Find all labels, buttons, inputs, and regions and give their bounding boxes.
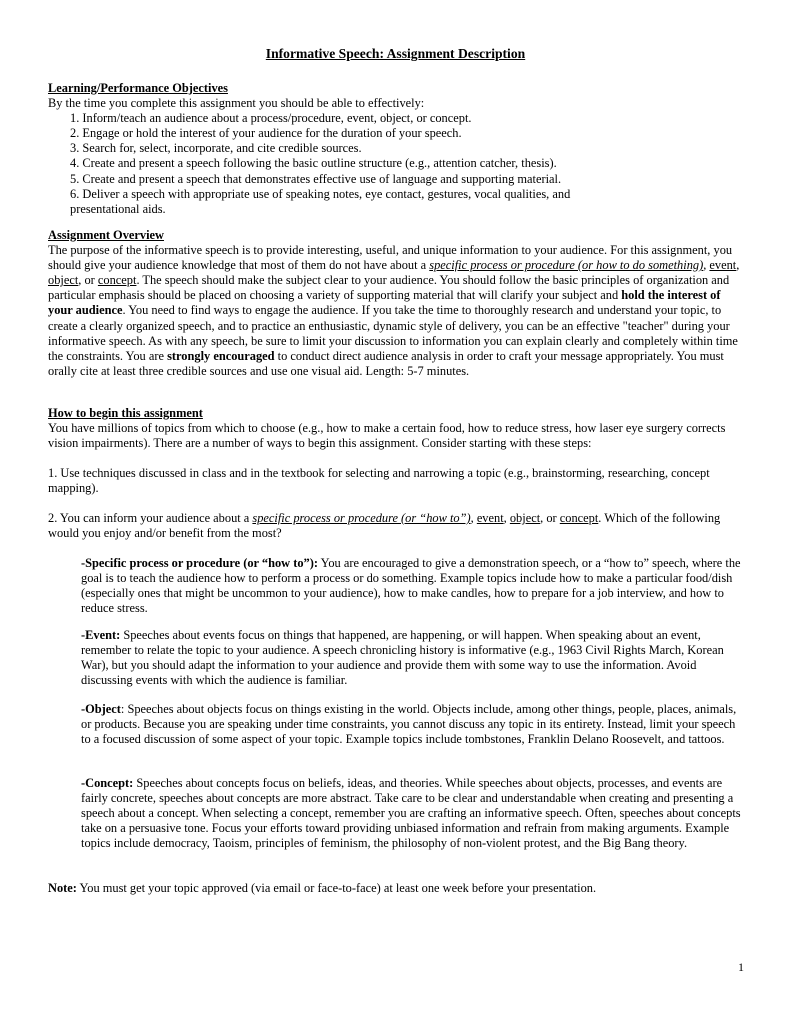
object-description: : Speeches about objects focus on things existing in the world. Objects include, among other things, people, places, animals, or products. Because you are speaking under time constraints, you cannot discuss any topic in its entirety. Instead, limit your speech to a focused discussion of some aspect of your topic. Example topics include tombstones, Franklin Delano Roosevelt, and tattoos. — [81, 702, 737, 747]
page-number: 1 — [738, 960, 744, 974]
objectives-list — [48, 111, 748, 217]
document-title: Informative Speech: Assignment Description — [265, 46, 526, 61]
objectives-intro: By the time you complete this assignment you should be able to effectively: — [48, 96, 425, 111]
begin-section — [48, 406, 748, 451]
objective-item: 6. Deliver a speech with appropriate use of speaking notes, eye contact, gestures, vocal qualities, and — [70, 186, 571, 201]
note-label: Note: — [48, 881, 77, 895]
object-label: -Object — [81, 702, 121, 716]
objective-item: 2. Engage or hold the interest of your audience for the duration of your speech. — [70, 126, 462, 141]
text-run: , or — [78, 273, 98, 288]
object-term: object — [509, 511, 541, 525]
concept-label: -Concept: — [81, 776, 134, 790]
process-type — [81, 556, 741, 616]
text-run: , — [703, 258, 710, 273]
step-2-text — [48, 511, 748, 541]
event-description: Speeches about events focus on things that happened, are happening, or will happen. When speaking about an event, remember to relate the topic to your audience. A speech chronicling history is informative (e.g., 1963 Civil Rights March, Korean War), but you should adapt the information to your audience and provide them with some way to use the information. Avoid discussing events with which the audience is familiar. — [81, 628, 724, 688]
note-text: You must get your topic approved (via email or face-to-face) at least one week before your presentation. — [76, 881, 597, 895]
begin-step-2 — [48, 511, 748, 541]
bold-text: hold the interest of your audience — [48, 288, 721, 318]
event-term: event — [476, 511, 504, 525]
step-1-text: 1. Use techniques discussed in class and in the textbook for selecting and narrowing a topic (e.g., brainstorming, researching, concept mapping). — [48, 466, 710, 496]
event-label: -Event: — [81, 628, 121, 642]
process-label: -Specific process or procedure (or “how to”): — [81, 556, 318, 570]
text-run: , or — [540, 511, 560, 525]
objective-item: 5. Create and present a speech that demonstrates effective use of language and supporting material. — [70, 171, 562, 186]
text-run: . The speech should make the subject clear to your audience. You should follow the basic principles of organization and particular emphasis should be placed on choosing a variety of supporting material that will clarify your subject and — [48, 273, 730, 303]
objective-item: 1. Inform/teach an audience about a process/procedure, event, object, or concept. — [70, 111, 472, 126]
overview-section — [48, 228, 748, 379]
object-type — [81, 702, 741, 747]
bold-text: strongly encouraged — [167, 348, 275, 363]
objective-item: 4. Create and present a speech following the basic outline structure (e.g., attention catcher, thesis). — [70, 156, 557, 171]
process-link-text: specific process or procedure (or “how to”) — [252, 511, 471, 525]
concept-description: Speeches about concepts focus on beliefs, ideas, and theories. While speeches about objects, processes, and events are fairly concrete, speeches about concepts are more abstract. Take care to be clear and understandable when creating and presenting a speech about a concept. When selecting a concept, remember you are crafting an informative speech. Often, speeches about concepts take on a persuasive tone. Focus your efforts toward providing unbiased information and refrain from making arguments. Example topics include democracy, Taoism, principles of feminism, the philosophy of non-violent protest, and the Big Bang theory. — [81, 776, 741, 851]
text-run: , — [503, 511, 510, 525]
note-section — [48, 881, 748, 896]
overview-paragraph — [48, 243, 748, 379]
text-run: . Which of the following would you enjoy and/or benefit from the most? — [48, 511, 721, 541]
concept-term: concept — [97, 273, 137, 288]
begin-paragraph: You have millions of topics from which to choose (e.g., how to make a certain food, how to reduce stress, how laser eye surgery corrects vision impairments). There are a number of ways to begin this assignment. Consider starting with these steps: — [48, 421, 726, 451]
text-run: , — [470, 511, 477, 525]
text-run: 2. You can inform your audience about a — [48, 511, 253, 525]
process-link-text: specific process or procedure (or how to do something) — [429, 258, 704, 273]
concept-type — [81, 776, 741, 851]
event-term: event — [709, 258, 737, 273]
text-run: . You need to find ways to engage the audience. If you take the time to thoroughly research and understand your topic, to create a clearly organized speech, and to practice an enthusiastic, dynamic style of delivery, you can be an effective "teacher" during your informative speech. As with any speech, be sure to limit your discussion to information you can explain clearly and completely within time the constraints. You are — [48, 303, 738, 363]
text-run: The purpose of the informative speech is to provide interesting, useful, and unique information to your audience. For this assignment, you should give your audience knowledge that most of them do not have about a — [48, 243, 733, 273]
objectives-section — [48, 81, 748, 217]
text-run: , — [736, 258, 740, 273]
begin-heading: How to begin this assignment — [48, 406, 203, 420]
concept-term: concept — [559, 511, 599, 525]
process-description: You are encouraged to give a demonstration speech, or a “how to” speech, where the goal is to teach the audience how to perform a process or do something. Example topics include how to make a particular food/dish (especially ones that might be uncommon to your audience), how to make candles, how to prepare for a job interview, and how to reduce stress. — [81, 556, 741, 616]
text-run: to conduct direct audience analysis in order to craft your message appropriately. You must orally cite at least three credible sources and use one visual aid. Length: 5-7 minutes. — [48, 348, 724, 378]
event-type — [81, 628, 741, 688]
begin-step-1 — [48, 466, 748, 496]
objective-item-continued: presentational aids. — [70, 201, 166, 216]
overview-heading: Assignment Overview — [48, 228, 164, 242]
object-term: object — [48, 273, 79, 288]
objective-item: 3. Search for, select, incorporate, and cite credible sources. — [70, 141, 362, 156]
objectives-heading: Learning/Performance Objectives — [48, 81, 228, 95]
